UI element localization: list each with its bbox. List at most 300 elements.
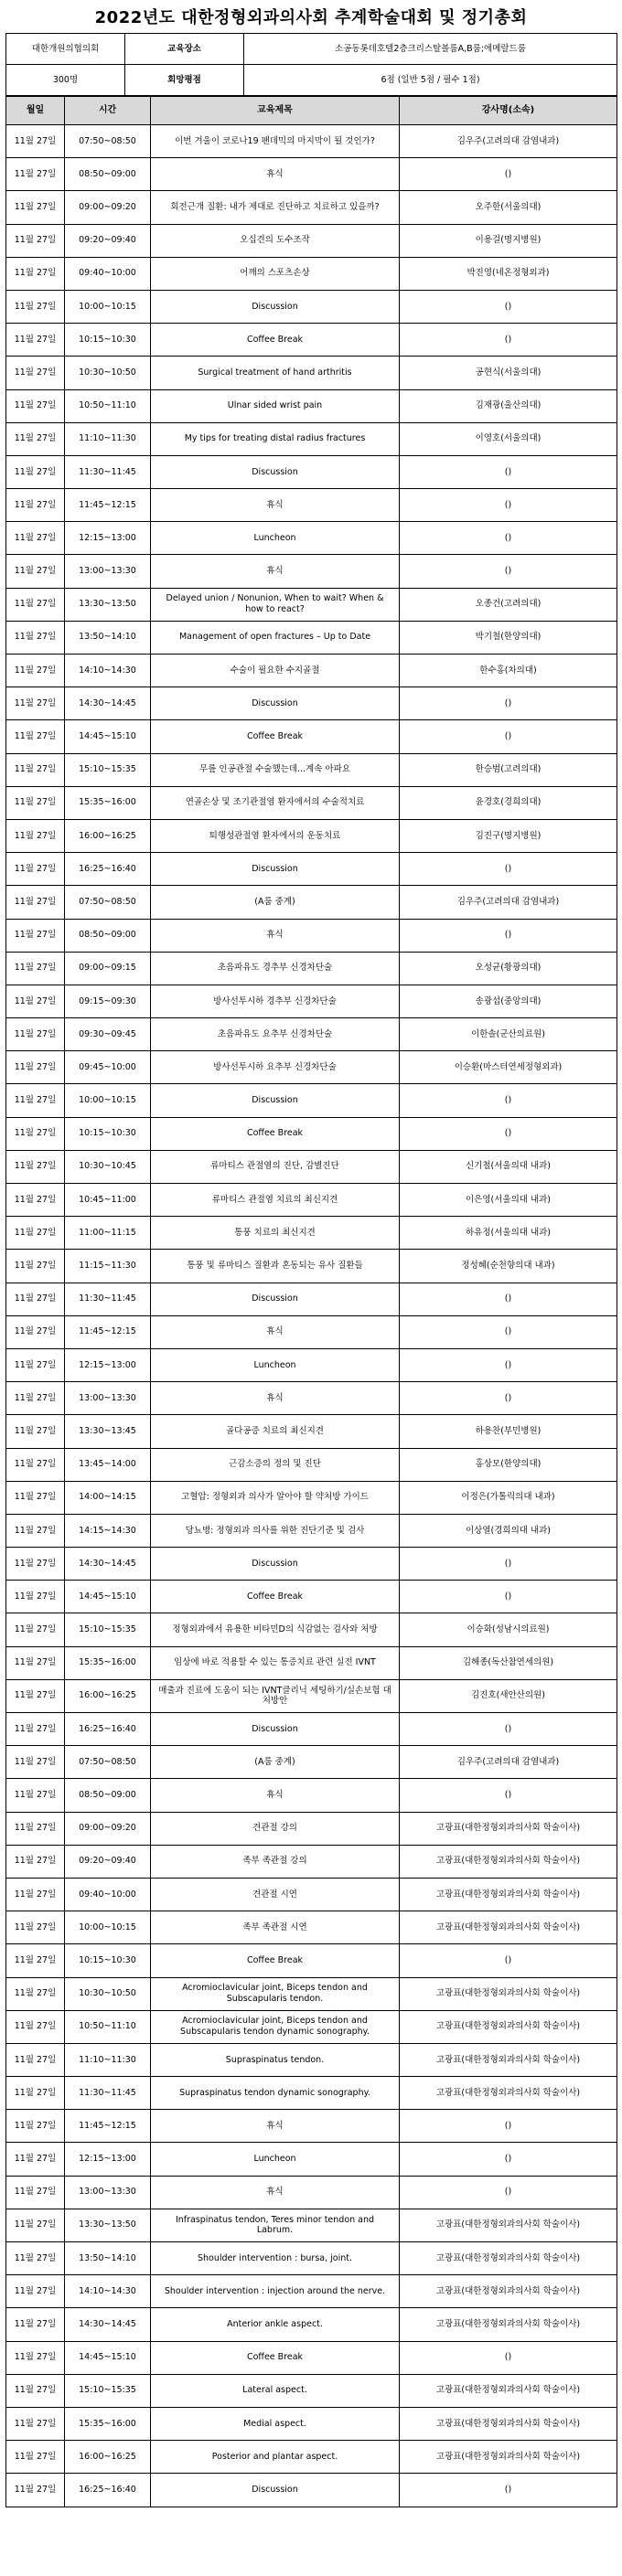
session-title: 퇴행성관절염 환자에서의 운동치료 <box>151 819 400 852</box>
session-speaker: () <box>400 1382 617 1415</box>
session-date: 11월 27일 <box>6 1746 65 1779</box>
session-title: Shoulder intervention : bursa, joint. <box>151 2242 400 2275</box>
session-date: 11월 27일 <box>6 1548 65 1581</box>
table-row <box>6 1713 617 1746</box>
session-date: 11월 27일 <box>6 2110 65 2143</box>
session-time: 16:25~16:40 <box>65 853 151 886</box>
session-date: 11월 27일 <box>6 1713 65 1746</box>
session-title: Medial aspect. <box>151 2407 400 2440</box>
session-time: 13:50~14:10 <box>65 2242 151 2275</box>
session-speaker: 이용걸(명지병원) <box>400 224 617 257</box>
session-date: 11월 27일 <box>6 257 65 290</box>
table-row <box>6 2441 617 2474</box>
session-title: Coffee Break <box>151 2341 400 2374</box>
table-row <box>6 455 617 488</box>
table-row <box>6 2374 617 2407</box>
session-time: 14:10~14:30 <box>65 2275 151 2308</box>
session-date: 11월 27일 <box>6 2374 65 2407</box>
session-date: 11월 27일 <box>6 853 65 886</box>
session-title: 고혈압: 정형외과 의사가 알아야 할 약처방 가이드 <box>151 1481 400 1514</box>
session-date: 11월 27일 <box>6 2143 65 2176</box>
session-time: 15:35~16:00 <box>65 1646 151 1679</box>
session-date: 11월 27일 <box>6 687 65 720</box>
table-row <box>6 2010 617 2043</box>
session-time: 11:15~11:30 <box>65 1250 151 1283</box>
session-speaker: () <box>400 489 617 522</box>
session-title: 이번 겨울이 코로나19 팬데믹의 마지막이 될 것인가? <box>151 125 400 158</box>
session-speaker: () <box>400 720 617 753</box>
session-date: 11월 27일 <box>6 1911 65 1944</box>
session-speaker: () <box>400 324 617 357</box>
session-date: 11월 27일 <box>6 2407 65 2440</box>
session-title: Discussion <box>151 1713 400 1746</box>
session-title: Lateral aspect. <box>151 2374 400 2407</box>
session-date: 11월 27일 <box>6 1779 65 1812</box>
table-row <box>6 2176 617 2209</box>
table-row <box>6 357 617 389</box>
session-speaker: 오주한(서울의대) <box>400 191 617 224</box>
session-title: 회전근개 질환: 내가 제대로 진단하고 치료하고 있을까? <box>151 191 400 224</box>
table-row <box>6 621 617 654</box>
session-date: 11월 27일 <box>6 1250 65 1283</box>
session-time: 12:15~13:00 <box>65 1348 151 1381</box>
session-time: 15:10~15:35 <box>65 753 151 786</box>
session-time: 10:00~10:15 <box>65 290 151 323</box>
table-row <box>6 1977 617 2010</box>
header-title: 교육제목 <box>151 97 400 125</box>
table-row <box>6 952 617 985</box>
schedule-header-row <box>6 97 617 125</box>
session-time: 07:50~08:50 <box>65 1746 151 1779</box>
session-time: 09:45~10:00 <box>65 1051 151 1084</box>
session-title: 족부 족관절 시연 <box>151 1911 400 1944</box>
session-time: 11:10~11:30 <box>65 2043 151 2076</box>
session-speaker: 고광표(대한정형외과의사회 학술이사) <box>400 2275 617 2308</box>
session-speaker: () <box>400 1713 617 1746</box>
table-row <box>6 1878 617 1911</box>
session-title: Surgical treatment of hand arthritis <box>151 357 400 389</box>
session-date: 11월 27일 <box>6 522 65 555</box>
session-date: 11월 27일 <box>6 588 65 621</box>
table-row <box>6 1283 617 1315</box>
table-row <box>6 422 617 455</box>
session-time: 11:30~11:45 <box>65 455 151 488</box>
credits-value: 6점 (일반 5점 / 필수 1점) <box>244 65 617 96</box>
session-speaker: () <box>400 290 617 323</box>
venue-label: 교육장소 <box>125 34 244 65</box>
table-row <box>6 224 617 257</box>
table-row <box>6 1348 617 1381</box>
session-time: 15:10~15:35 <box>65 2374 151 2407</box>
organizer-cell: 대한개원의협의회 <box>6 34 125 65</box>
session-date: 11월 27일 <box>6 357 65 389</box>
session-time: 14:15~14:30 <box>65 1514 151 1547</box>
session-title: 어깨의 스포츠손상 <box>151 257 400 290</box>
table-row <box>6 919 617 952</box>
session-title: Management of open fractures – Up to Date <box>151 621 400 654</box>
session-speaker: 김진호(새안산의원) <box>400 1679 617 1712</box>
table-row <box>6 1217 617 1250</box>
table-row <box>6 786 617 819</box>
session-title: Luncheon <box>151 522 400 555</box>
table-row <box>6 1911 617 1944</box>
session-time: 13:30~13:50 <box>65 2209 151 2241</box>
session-time: 08:50~09:00 <box>65 158 151 191</box>
session-speaker: () <box>400 1581 617 1613</box>
session-speaker: 하유정(서울의대 내과) <box>400 1217 617 1250</box>
session-time: 14:30~14:45 <box>65 2308 151 2341</box>
header-date: 월일 <box>6 97 65 125</box>
session-title: 휴식 <box>151 489 400 522</box>
table-row <box>6 1382 617 1415</box>
session-time: 10:15~10:30 <box>65 324 151 357</box>
session-speaker: () <box>400 2110 617 2143</box>
header-time: 시간 <box>65 97 151 125</box>
session-title: Supraspinatus tendon. <box>151 2043 400 2076</box>
session-date: 11월 27일 <box>6 324 65 357</box>
session-speaker: 이승환(마스터연세정형외과) <box>400 1051 617 1084</box>
session-time: 16:00~16:25 <box>65 1679 151 1712</box>
session-title: Luncheon <box>151 2143 400 2176</box>
session-date: 11월 27일 <box>6 886 65 919</box>
session-speaker: 하용찬(부민병원) <box>400 1415 617 1448</box>
session-speaker: 박기철(한양의대) <box>400 621 617 654</box>
session-speaker: () <box>400 1779 617 1812</box>
session-time: 09:15~09:30 <box>65 985 151 1017</box>
session-speaker: 고광표(대한정형외과의사회 학술이사) <box>400 2043 617 2076</box>
session-title: 휴식 <box>151 2110 400 2143</box>
session-speaker: () <box>400 1315 617 1348</box>
session-title: 방사선투시하 경추부 신경차단술 <box>151 985 400 1017</box>
session-speaker: () <box>400 2474 617 2507</box>
session-time: 10:30~10:50 <box>65 357 151 389</box>
session-speaker: 홍상모(한양의대) <box>400 1448 617 1481</box>
session-speaker: 고광표(대한정형외과의사회 학술이사) <box>400 1977 617 2010</box>
session-title: 휴식 <box>151 2176 400 2209</box>
session-speaker: () <box>400 1117 617 1150</box>
session-speaker: () <box>400 687 617 720</box>
session-title: 류마티스 관절염 치료의 최신지견 <box>151 1184 400 1217</box>
session-time: 10:00~10:15 <box>65 1084 151 1117</box>
session-time: 13:00~13:30 <box>65 555 151 588</box>
info-row <box>6 65 617 96</box>
session-title: Coffee Break <box>151 324 400 357</box>
session-date: 11월 27일 <box>6 1150 65 1183</box>
session-speaker: 고광표(대한정형외과의사회 학술이사) <box>400 2374 617 2407</box>
session-date: 11월 27일 <box>6 290 65 323</box>
table-row <box>6 1250 617 1283</box>
session-time: 15:10~15:35 <box>65 1613 151 1646</box>
table-row <box>6 819 617 852</box>
table-row <box>6 191 617 224</box>
session-time: 16:25~16:40 <box>65 1713 151 1746</box>
session-time: 14:30~14:45 <box>65 1548 151 1581</box>
session-date: 11월 27일 <box>6 2077 65 2110</box>
session-time: 10:30~10:50 <box>65 1977 151 2010</box>
session-speaker: () <box>400 2341 617 2374</box>
table-row <box>6 1646 617 1679</box>
table-row <box>6 720 617 753</box>
session-title: (A룸 중계) <box>151 886 400 919</box>
session-title: Ulnar sided wrist pain <box>151 389 400 422</box>
session-time: 11:00~11:15 <box>65 1217 151 1250</box>
session-title: Anterior ankle aspect. <box>151 2308 400 2341</box>
session-date: 11월 27일 <box>6 555 65 588</box>
session-speaker: () <box>400 1944 617 1977</box>
session-title: 휴식 <box>151 1315 400 1348</box>
table-row <box>6 886 617 919</box>
session-time: 10:15~10:30 <box>65 1117 151 1150</box>
session-date: 11월 27일 <box>6 455 65 488</box>
session-time: 11:10~11:30 <box>65 422 151 455</box>
session-title: 통풍 및 류마티스 질환과 혼동되는 유사 질환들 <box>151 1250 400 1283</box>
capacity-cell: 300명 <box>6 65 125 96</box>
table-row <box>6 1150 617 1183</box>
session-time: 13:00~13:30 <box>65 2176 151 2209</box>
session-date: 11월 27일 <box>6 1977 65 2010</box>
session-time: 11:30~11:45 <box>65 1283 151 1315</box>
session-title: 휴식 <box>151 158 400 191</box>
session-date: 11월 27일 <box>6 786 65 819</box>
table-row <box>6 753 617 786</box>
table-row <box>6 1184 617 1217</box>
session-time: 11:45~12:15 <box>65 1315 151 1348</box>
session-speaker: 이한솔(군산의료원) <box>400 1018 617 1051</box>
session-speaker: 박진영(네온정형외과) <box>400 257 617 290</box>
session-date: 11월 27일 <box>6 985 65 1017</box>
session-title: 매출과 진료에 도움이 되는 IVNT클리닉 세팅하기/실손보험 대처방안 <box>151 1679 400 1712</box>
session-time: 15:35~16:00 <box>65 786 151 819</box>
table-row <box>6 2077 617 2110</box>
session-time: 11:45~12:15 <box>65 489 151 522</box>
session-time: 13:00~13:30 <box>65 1382 151 1415</box>
session-speaker: 한수홍(차의대) <box>400 655 617 687</box>
session-date: 11월 27일 <box>6 720 65 753</box>
session-time: 14:45~15:10 <box>65 2341 151 2374</box>
table-row <box>6 1315 617 1348</box>
session-title: 휴식 <box>151 1382 400 1415</box>
session-title: Discussion <box>151 1548 400 1581</box>
session-time: 08:50~09:00 <box>65 919 151 952</box>
session-date: 11월 27일 <box>6 952 65 985</box>
venue-value: 소공동롯데호텔2층크리스탈볼룸A,B룸;에메랄드룸 <box>244 34 617 65</box>
session-title: 정형외과에서 유용한 비타민D의 식감없는 검사와 처방 <box>151 1613 400 1646</box>
session-speaker: () <box>400 2176 617 2209</box>
session-date: 11월 27일 <box>6 389 65 422</box>
session-speaker: 한승범(고려의대) <box>400 753 617 786</box>
session-speaker: 오종건(고려의대) <box>400 588 617 621</box>
session-speaker: 김해종(독산참연세의원) <box>400 1646 617 1679</box>
table-row <box>6 588 617 621</box>
session-title: 방사선투시하 요추부 신경차단술 <box>151 1051 400 1084</box>
session-speaker: 김우주(고려의대 감염내과) <box>400 886 617 919</box>
session-time: 14:45~15:10 <box>65 720 151 753</box>
session-speaker: () <box>400 522 617 555</box>
session-title: Discussion <box>151 687 400 720</box>
session-time: 13:50~14:10 <box>65 621 151 654</box>
session-speaker: 이승화(성남시의료원) <box>400 1613 617 1646</box>
session-time: 09:00~09:20 <box>65 1812 151 1845</box>
session-title: 족부 족관절 강의 <box>151 1845 400 1878</box>
session-speaker: 김우주(고려의대 감염내과) <box>400 125 617 158</box>
session-date: 11월 27일 <box>6 1184 65 1217</box>
session-title: 골다공증 치료의 최신지견 <box>151 1415 400 1448</box>
session-date: 11월 27일 <box>6 1581 65 1613</box>
table-row <box>6 1051 617 1084</box>
info-row <box>6 34 617 65</box>
session-speaker: 오성균(황광의대) <box>400 952 617 985</box>
session-title: Coffee Break <box>151 720 400 753</box>
table-row <box>6 2275 617 2308</box>
session-title: 류마티스 관절염의 진단, 감별진단 <box>151 1150 400 1183</box>
table-row <box>6 1812 617 1845</box>
table-row <box>6 1084 617 1117</box>
session-date: 11월 27일 <box>6 2010 65 2043</box>
table-row <box>6 324 617 357</box>
session-time: 10:50~11:10 <box>65 2010 151 2043</box>
session-title: 수술이 필요한 수지골절 <box>151 655 400 687</box>
session-time: 09:20~09:40 <box>65 1845 151 1878</box>
session-speaker: 김재광(울산의대) <box>400 389 617 422</box>
session-date: 11월 27일 <box>6 422 65 455</box>
session-date: 11월 27일 <box>6 1613 65 1646</box>
credits-label: 회망평점 <box>125 65 244 96</box>
session-speaker: () <box>400 1348 617 1381</box>
session-title: Posterior and plantar aspect. <box>151 2441 400 2474</box>
table-row <box>6 1581 617 1613</box>
session-date: 11월 27일 <box>6 1051 65 1084</box>
table-row <box>6 2043 617 2076</box>
session-title: Coffee Break <box>151 1117 400 1150</box>
table-row <box>6 290 617 323</box>
session-date: 11월 27일 <box>6 191 65 224</box>
table-row <box>6 2110 617 2143</box>
session-speaker: 송광섭(중앙의대) <box>400 985 617 1017</box>
session-time: 14:00~14:15 <box>65 1481 151 1514</box>
table-row <box>6 2242 617 2275</box>
table-row <box>6 1944 617 1977</box>
session-date: 11월 27일 <box>6 1382 65 1415</box>
session-title: Supraspinatus tendon dynamic sonography. <box>151 2077 400 2110</box>
session-title: 휴식 <box>151 555 400 588</box>
table-row <box>6 555 617 588</box>
session-speaker: 공현식(서울의대) <box>400 357 617 389</box>
table-row <box>6 655 617 687</box>
session-speaker: () <box>400 1283 617 1315</box>
session-title: Luncheon <box>151 1348 400 1381</box>
session-date: 11월 27일 <box>6 1944 65 1977</box>
session-time: 10:30~10:45 <box>65 1150 151 1183</box>
table-row <box>6 522 617 555</box>
session-speaker: 윤경호(경희의대) <box>400 786 617 819</box>
table-row <box>6 1548 617 1581</box>
session-speaker: 이정은(가톨릭의대 내과) <box>400 1481 617 1514</box>
session-title: 초음파유도 경추부 신경차단술 <box>151 952 400 985</box>
table-row <box>6 125 617 158</box>
session-speaker: () <box>400 1084 617 1117</box>
schedule-body <box>6 125 617 2507</box>
table-row <box>6 985 617 1017</box>
session-speaker: 이은영(서울의대 내과) <box>400 1184 617 1217</box>
session-time: 09:20~09:40 <box>65 224 151 257</box>
table-row <box>6 389 617 422</box>
session-speaker: 신기철(서울의대 내과) <box>400 1150 617 1183</box>
session-date: 11월 27일 <box>6 1217 65 1250</box>
table-row <box>6 2407 617 2440</box>
session-date: 11월 27일 <box>6 125 65 158</box>
session-title: Discussion <box>151 1084 400 1117</box>
session-time: 09:00~09:15 <box>65 952 151 985</box>
session-date: 11월 27일 <box>6 1481 65 1514</box>
session-speaker: () <box>400 853 617 886</box>
session-title: 휴식 <box>151 1779 400 1812</box>
session-title: 통풍 치료의 최신지견 <box>151 1217 400 1250</box>
session-time: 08:50~09:00 <box>65 1779 151 1812</box>
session-date: 11월 27일 <box>6 1646 65 1679</box>
session-speaker: () <box>400 158 617 191</box>
info-table <box>5 33 617 96</box>
table-row <box>6 1448 617 1481</box>
table-row <box>6 2474 617 2507</box>
table-row <box>6 158 617 191</box>
session-date: 11월 27일 <box>6 2275 65 2308</box>
session-date: 11월 27일 <box>6 1084 65 1117</box>
session-time: 10:15~10:30 <box>65 1944 151 1977</box>
session-speaker: 김우주(고려의대 감염내과) <box>400 1746 617 1779</box>
session-time: 10:45~11:00 <box>65 1184 151 1217</box>
table-row <box>6 1514 617 1547</box>
table-row <box>6 687 617 720</box>
session-title: Acromioclavicular joint, Biceps tendon and Subscapularis tendon dynamic sonography. <box>151 2010 400 2043</box>
session-speaker: () <box>400 455 617 488</box>
session-title: Shoulder intervention : injection around the nerve. <box>151 2275 400 2308</box>
session-title: 연골손상 및 조기관절염 환자에서의 수술적치료 <box>151 786 400 819</box>
session-time: 09:40~10:00 <box>65 1878 151 1911</box>
session-date: 11월 27일 <box>6 1348 65 1381</box>
session-time: 16:00~16:25 <box>65 2441 151 2474</box>
session-time: 15:35~16:00 <box>65 2407 151 2440</box>
session-speaker: 김진구(명지병원) <box>400 819 617 852</box>
session-date: 11월 27일 <box>6 2441 65 2474</box>
session-speaker: 이상열(경희의대 내과) <box>400 1514 617 1547</box>
session-date: 11월 27일 <box>6 1679 65 1712</box>
session-date: 11월 27일 <box>6 919 65 952</box>
session-time: 12:15~13:00 <box>65 2143 151 2176</box>
session-speaker: 고광표(대한정형외과의사회 학술이사) <box>400 2209 617 2241</box>
table-row <box>6 489 617 522</box>
table-row <box>6 1613 617 1646</box>
page-title: 2022년도 대한정형외과의사회 추계학술대회 및 정기총회 <box>94 8 528 27</box>
session-time: 11:45~12:15 <box>65 2110 151 2143</box>
session-speaker: 고광표(대한정형외과의사회 학술이사) <box>400 2441 617 2474</box>
session-speaker: () <box>400 919 617 952</box>
table-row <box>6 2308 617 2341</box>
session-date: 11월 27일 <box>6 1415 65 1448</box>
session-title: 근감소증의 정의 및 진단 <box>151 1448 400 1481</box>
session-speaker: 고광표(대한정형외과의사회 학술이사) <box>400 1911 617 1944</box>
session-speaker: 고광표(대한정형외과의사회 학술이사) <box>400 2242 617 2275</box>
table-row <box>6 257 617 290</box>
session-speaker: 고광표(대한정형외과의사회 학술이사) <box>400 1878 617 1911</box>
session-time: 07:50~08:50 <box>65 886 151 919</box>
session-date: 11월 27일 <box>6 1283 65 1315</box>
session-date: 11월 27일 <box>6 2176 65 2209</box>
session-title: 당뇨병: 정형외과 의사를 위한 진단기준 및 검사 <box>151 1514 400 1547</box>
session-date: 11월 27일 <box>6 1514 65 1547</box>
session-title: Discussion <box>151 853 400 886</box>
session-date: 11월 27일 <box>6 2341 65 2374</box>
header-speaker: 강사명(소속) <box>400 97 617 125</box>
